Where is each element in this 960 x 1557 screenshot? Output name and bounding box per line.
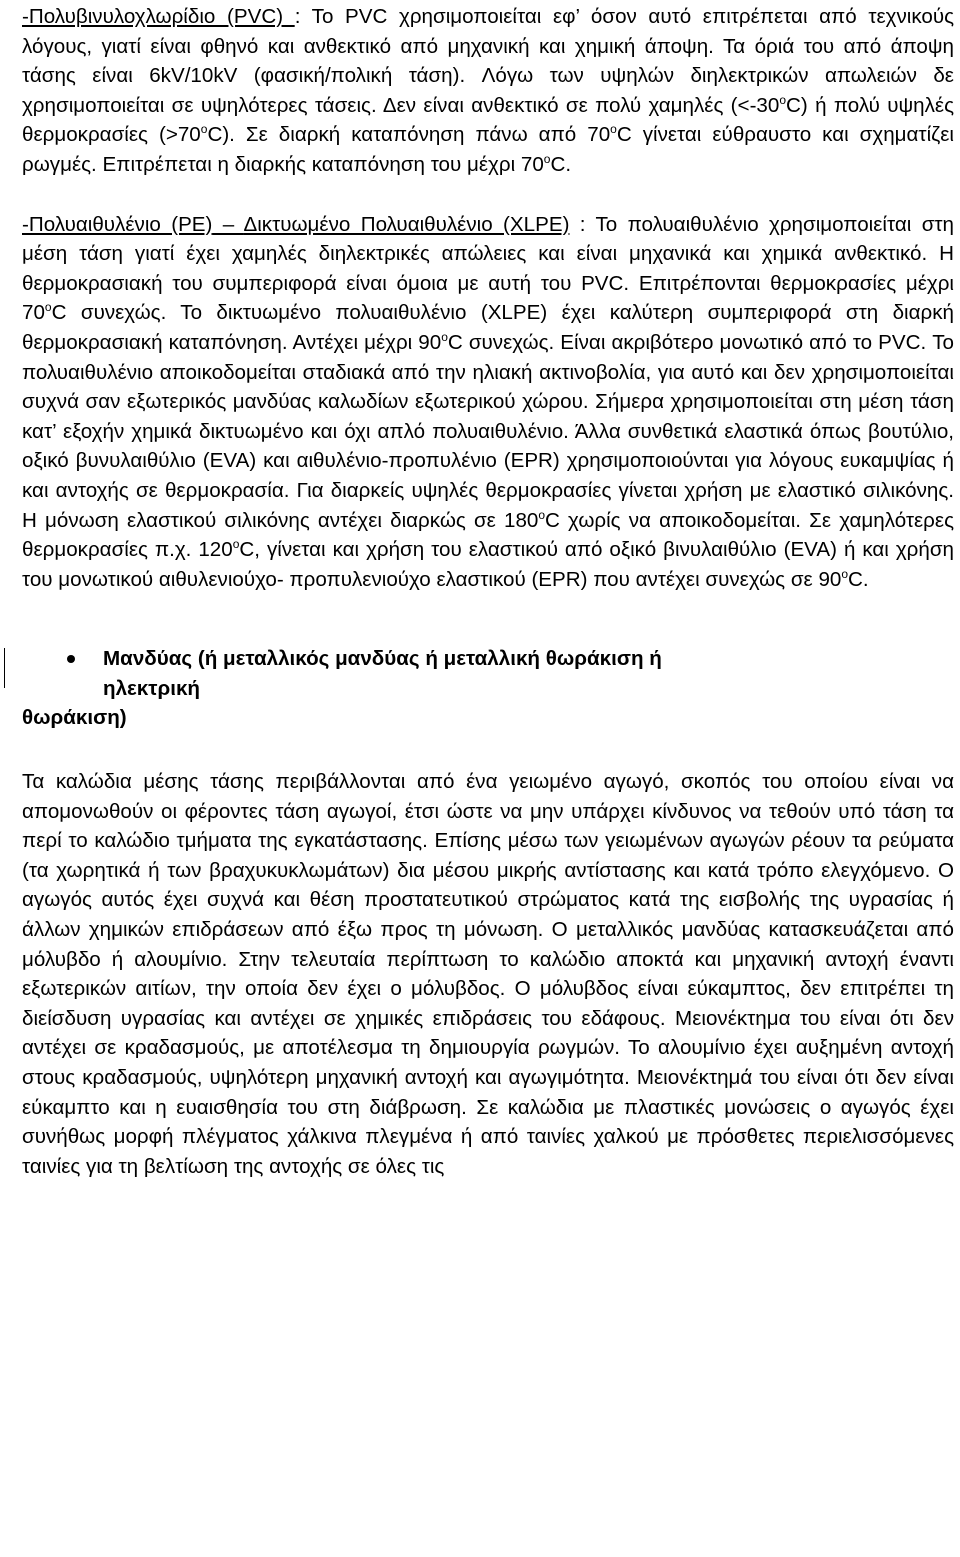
section-heading — [22, 644, 954, 733]
paragraph-pvc: -Πολυβινυλοχλωρίδιο (PVC) : Το PVC χρησιμοποιείται εφ’ όσον αυτό επιτρέπεται από τεχνικούς λόγους, γιατί είναι φθηνό και ανθεκτικό από μηχανική και χημική άποψη. Τα όριά του από άποψη τάσης είναι 6kV/10kV (φασική/πολική τάση). Λόγω των υψηλών διηλεκτρικών απωλειών δε χρησιμοποιείται σε υψηλότερες τάσεις. Δεν είναι ανθεκτικό σε πολύ χαμηλές $(<-30^oC)$ ή πολύ υψηλές θερμοκρασίες $(>70^oC)$. Σε διαρκή καταπόνηση πάνω από 70$^o$C γίνεται εύθραυστο και σχηματίζει ρωγμές. Επιτρέπεται η διαρκής καταπόνηση του μέχρι 70$^o$C. — [22, 5, 955, 176]
heading-line-3: θωράκιση) — [22, 706, 127, 730]
heading-line-2: ηλεκτρική — [103, 676, 201, 700]
term-pe: -Πολυαιθυλένιο (PE) — [22, 212, 213, 236]
paragraph-pe-xlpe: -Πολυαιθυλένιο (PE) – Δικτυωμένο Πολυαιθυλένιο (XLPE) : Το πολυαιθυλένιο χρησιμοποιείται στη μέση τάση γιατί έχει χαμηλές διηλεκτρικές απώλειες και είναι μηχανικά και χημικά ανθεκτικό. Η θερμοκρασιακή του συμπεριφορά είναι όμοια με αυτή του PVC. Επιτρέπονται θερμοκρασίες μέχρι 70$^o$C συνεχώς. Το δικτυωμένο πολυαιθυλένιο (XLPE) έχει καλύτερη συμπεριφορά στη διαρκή θερμοκρασιακή καταπόνηση. Αντέχει μέχρι 90$^o$C συνεχώς. Είναι ακριβότερο μονωτικό από το PVC. Το πολυαιθυλένιο αποικοδομείται σταδιακά από την ηλιακή ακτινοβολία, για αυτό και δεν χρησιμοποιείται συχνά σαν εξωτερικός μανδύας καλωδίων εξωτερικού χώρου. Σήμερα χρησιμοποιείται στη μέση τάση κατ’ εξοχήν χημικά δικτυωμένο και όχι απλό πολυαιθυλένιο. Άλλα συνθετικά ελαστικά όπως βουτύλιο, οξικό βυνυλαιθύλιο (EVA) και αιθυλένιο-προπυλένιο (EPR) χρησιμοποιούνται για λόγους ευκαμψίας ή και αντοχής σε θερμοκρασία. Για διαρκείς υψηλές θερμοκρασίες γίνεται χρήση με ελαστικό σιλικόνης. Η μόνωση ελαστικού σιλικόνης αντέχει διαρκώς σε 180$^o$C χωρίς να αποικοδομείται. Σε χαμηλότερες θερμοκρασίες π.χ. 120$^o$C, γίνεται και χρήση του ελαστικού από οξικό βινυλαιθύλιο (EVA) ή και χρήση του μονωτικού αιθυλενιούχο- προπυλενιούχο ελαστικού (EPR) που αντέχει συνεχώς σε 90$^o$C. — [22, 212, 954, 591]
paragraph-sheath: Τα καλώδια μέσης τάσης περιβάλλονται από ένα γειωμένο αγωγό, σκοπός του οποίου είναι να απομονωθούν οι φέροντες τάση αγωγοί, έτσι ώστε να μην υπάρχει κίνδυνος να τεθούν υπό τάση τα περί το καλώδιο τμήματα της εγκατάστασης. Επίσης μέσω των γειωμένων αγωγών ρέουν τα ρεύματα (τα χωρητικά ή των βραχυκυκλωμάτων) δια μέσου μικρής αντίστασης και κατά τρόπο ελεγχόμενο. Ο αγωγός αυτός έχει συχνά και θέση προστατευτικού στρώματος κατά της εισβολής της υγρασίας ή άλλων χημικών επιδράσεων από έξω προς τη μόνωση. Ο μεταλλικός μανδύας κατασκευάζεται από μόλυβδο ή αλουμίνιο. Στην τελευταία περίπτωση το καλώδιο αποκτά και μηχανική αντοχή έναντι εξωτερικών αιτίων, την οποία δεν έχει ο μόλυβδος. Ο μόλυβδος είναι εύκαμπτος, δεν επιτρέπει τη διείσδυση υγρασίας και αντέχει σε χημικές επιδράσεις του εδάφους. Μειονέκτημα του είναι ότι δεν αντέχει σε κραδασμούς, με αποτέλεσμα τη δημιουργία ρωγμών. Το αλουμίνιο έχει αυξημένη αντοχή στους κραδασμούς, υψηλότερη μηχανική αντοχή και αγωγιμότητα. Μειονέκτημά του είναι ότι δεν είναι εύκαμπτο και η ευαισθησία του στη διάβρωση. Σε καλώδια με πλαστικές μονώσεις ο αγωγός έχει συνήθως μορφή πλέγματος χάλκινα πλεγμένα ή από ταινίες χαλκού με πρόσθετες περιελισσόμενες ταινίες για τη βελτίωση της αντοχής σε όλες τις — [22, 770, 954, 1178]
margin-change-bar — [4, 648, 5, 688]
term-xlpe: Δικτυωμένο Πολυαιθυλένιο (XLPE) — [243, 212, 570, 236]
term-pvc: -Πολυβινυλοχλωρίδιο (PVC) — [22, 5, 295, 28]
heading-line-1: Μανδύας (ή μεταλλικός μανδύας ή μεταλλική θωράκιση ή — [103, 647, 662, 671]
